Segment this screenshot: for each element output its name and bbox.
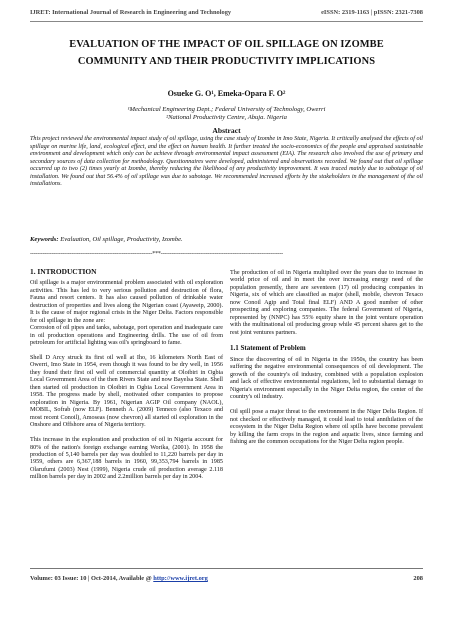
intro-paragraph-2: Shell D Arcy struck its first oil well at Iho, 16 kilometers North East of Owerri, Imo State in 1954, even though it was found to be dry well, in 1956 they found their first oil well of commercial quantity at Oloibiri in Ogbia Local Government Area of the then Rivers State and now Bayelsa State. Shell then started oil production in Oloibiri in Ogbia Local Government Area in 1958. The progress made by shell, motivated other companies to propose exploration in Nigeria. By 1961, Nigerian AGIP Oil company (NAOL), MOBIL, Sofrab (now ELF). Benneth A. (2009) Tenneco (also Texaco and most recent Conoil), Amoseas (now chevron) all started oil exploration in the Onshore and Offshore area of Nigeria territory. [30,355,223,429]
footer-rule [30,568,423,569]
intro-paragraph-4: The production of oil in Nigeria multiplied over the years due to increase in world price of oil and in meet the over increasing energy need of the population presently, there are seventeen (17) oil producing companies in Nigeria, six of which are classified as major (shell, mobile, chevron Texaco now Conoil Agip and Total final ELF) AND A good number of other prospecting and exploring companies. The federal Government of Nigeria, represented by (NNPC) has 55% equity share in the joint venture operation with the multinational oil producing group while 45 percent shares get to the rest joint ventures partners. [230,270,423,336]
keywords [30,236,423,243]
footer-volume [30,575,208,582]
footer-volume-text: Volume: 03 Issue: 10 | Oct-2014, Available @ [30,575,152,582]
title-line-2: COMMUNITY AND THEIR PRODUCTIVITY IMPLICATIONS [77,56,376,67]
section-separator: --------------------------------------------------------------------***-------------------------------------------------------------------- [30,251,283,257]
abstract-body: This project reviewed the environmental impact study of oil spillage, using the case study of Izombe in Imo State, Nigeria. It critically analysed the effects of oil spillage on marine life, land, ecological effect, and the effect on human health. It further treated the socio-economics of the people and appraised sustainable environment and development which only can be achieve through environmental impact assessment (EIA). The research also involved the use of primary and secondary sources of data collection for methodology. Questionnaires were developed, administered and observations recorded. We found out that oil spillage occurred up to two (2) times yearly at Izombe, thereby reducing the likelihood of any productivity improvement. It was traced mainly due to sabotage of oil installation. We found out that 56.4% of oil spillage was due to sabotage. We recommended increased efforts by the stakeholders in the management of the oil installations. [30,136,423,187]
affiliation-1: ¹Mechanical Engineering Dept.; Federal University of Technology, Owerri [127,106,326,113]
issn: eISSN: 2319-1163 | pISSN: 2321-7308 [321,9,423,16]
intro-paragraph-1b: Corrosion of oil pipes and tanks, sabotage, port operation and inadequate care in oil production operations and Engineering drills. The use of oil from petroleum for artificial lighting was oil's springboard to fame. [30,325,223,347]
introduction-heading: 1. INTRODUCTION [30,267,97,276]
authors: Osueke G. O¹, Emeka-Opara F. O² [167,89,286,98]
keywords-text: Evaluation, Oil spillage, Productivity, Izombe. [60,236,183,243]
problem-paragraph-2: Oil spill pose a major threat to the environment in the Niger Delta Region. If not checked or effectively managed, it could lead to total annihilation of the ecosystem in the Niger Delta Region where oil spills have become prevalent by killing the farm crops in the region and aquatic lives, since farming and fishing are the common occupations for the Niger Delta region people. [230,409,423,446]
running-header [30,9,423,16]
header-rule [30,21,423,22]
title-line-1: EVALUATION OF THE IMPACT OF OIL SPILLAGE ON IZOMBE [69,39,384,50]
intro-paragraph-1: Oil spillage is a major environmental problem associated with oil exploration activities. This has led to very serious pollution and destruction of flora, Fauna and resort centers. It has also caused pollution of drinkable water destruction of properties and lives along the Nigerian coast (Ayaweip, 2000). It is the cause of major regional crisis in the Niger Delta. Factors responsible for oil spillage in the zone are: [30,280,223,324]
page-footer [30,575,423,582]
keywords-label: Keywords: [30,236,59,243]
abstract-heading: Abstract [212,126,241,135]
problem-paragraph-1: Since the discovering of oil in Nigeria in the 1950s, the country has been suffering the negative environmental consequences of oil development. The growth of the country's oil industry, combined with a population explosion and lack of effective environmental regulations, led to substantial damage to Nigeria's environment especially in the Niger Delta region, the center of the country's oil industry. [230,357,423,401]
problem-statement-heading: 1.1 Statement of Problem [230,343,306,352]
affiliation-2: ²National Productivity Centre, Abuja. Nigeria [166,114,287,121]
left-column [30,268,223,489]
journal-link[interactable]: http://www.ijret.org [153,575,208,582]
page-number: 208 [413,575,423,582]
right-column [230,270,423,454]
intro-paragraph-3: This increase in the exploration and production of oil in Nigeria account for 80% of the nation's foreign exchange earning Worika, (2001). In 1958 the production of 5,140 barrels per day was doubled to 11,220 barrels per day in 1959, others are 6,367,188 barrels in 1960, 99,353,794 barrels in 1985 Olarufumi (2003) Nest (1999), Nigeria crude oil production average 2.118 million barrels per day in 2002 and 2.2million barrels per day in 2004. [30,437,223,481]
journal-name: IJRET: International Journal of Research in Engineering and Technology [30,9,232,16]
paper-title [30,36,423,70]
